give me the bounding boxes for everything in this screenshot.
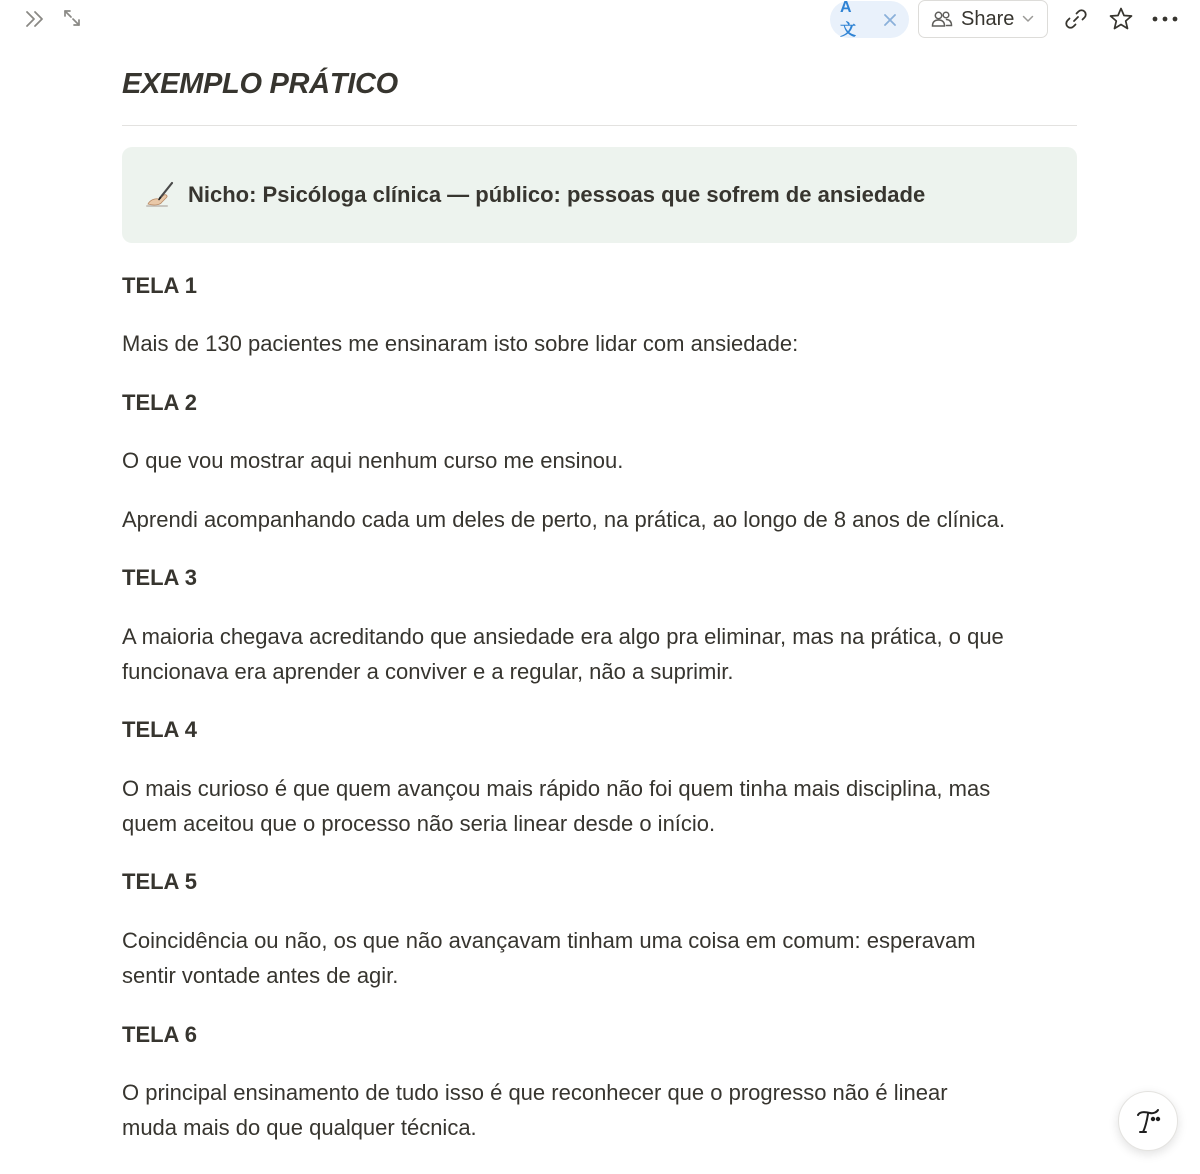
people-icon: [931, 10, 953, 28]
callout: [122, 147, 1077, 243]
share-label: Share: [961, 7, 1015, 30]
paragraph-line: muda mais do que qualquer técnica.: [122, 1115, 477, 1140]
paragraph: Aprendi acompanhando cada um deles de perto, na prática, ao longo de 8 anos de clínica.: [122, 507, 1006, 532]
translate-icon: A文: [840, 0, 857, 39]
link-icon[interactable]: [1062, 5, 1090, 33]
paragraph: [122, 923, 1082, 993]
page-heading: EXEMPLO PRÁTICO: [122, 68, 398, 100]
heading-tela-2: TELA 2: [122, 390, 197, 415]
paragraph-line: O principal ensinamento de tudo isso é que reconhecer que o progresso não é linear: [122, 1080, 948, 1105]
heading-tela-5: TELA 5: [122, 869, 197, 894]
paragraph: O que vou mostrar aqui nenhum curso me ensinou.: [122, 448, 624, 473]
paragraph-line: funcionava era aprender a conviver e a regular, não a suprimir.: [122, 659, 734, 684]
expand-arrows-icon[interactable]: [60, 6, 84, 30]
paragraph: [122, 619, 1082, 689]
heading-tela-1: TELA 1: [122, 273, 197, 298]
paragraph-line: O mais curioso é que quem avançou mais rápido não foi quem tinha mais disciplina, mas: [122, 776, 991, 801]
paragraph: [122, 771, 1082, 841]
star-icon[interactable]: [1107, 5, 1135, 33]
divider: [122, 125, 1077, 126]
notion-ai-icon: [1131, 1104, 1165, 1138]
paragraph: Mais de 130 pacientes me ensinaram isto sobre lidar com ansiedade:: [122, 331, 799, 356]
close-icon[interactable]: [881, 11, 899, 29]
heading-tela-6: TELA 6: [122, 1022, 197, 1047]
topbar: [0, 0, 1200, 38]
paragraph-line: sentir vontade antes de agir.: [122, 963, 399, 988]
paragraph-line: Coincidência ou não, os que não avançavam tinham uma coisa em comum: esperavam: [122, 928, 976, 953]
chevron-down-icon: [1022, 15, 1034, 23]
double-chevron-right-icon[interactable]: [22, 6, 48, 32]
callout-text: Nicho: Psicóloga clínica — público: pessoas que sofrem de ansiedade: [188, 182, 926, 207]
more-horizontal-icon[interactable]: [1150, 5, 1180, 33]
heading-tela-4: TELA 4: [122, 717, 197, 742]
share-button[interactable]: [918, 0, 1048, 38]
heading-tela-3: TELA 3: [122, 565, 197, 590]
writing-hand-icon: [142, 178, 176, 212]
translate-pill[interactable]: [830, 1, 909, 38]
notion-ai-button[interactable]: [1118, 1091, 1178, 1151]
paragraph-line: quem aceitou que o processo não seria linear desde o início.: [122, 811, 716, 836]
paragraph-line: A maioria chegava acreditando que ansiedade era algo pra eliminar, mas na prática, o que: [122, 624, 1004, 649]
paragraph: [122, 1075, 1082, 1145]
